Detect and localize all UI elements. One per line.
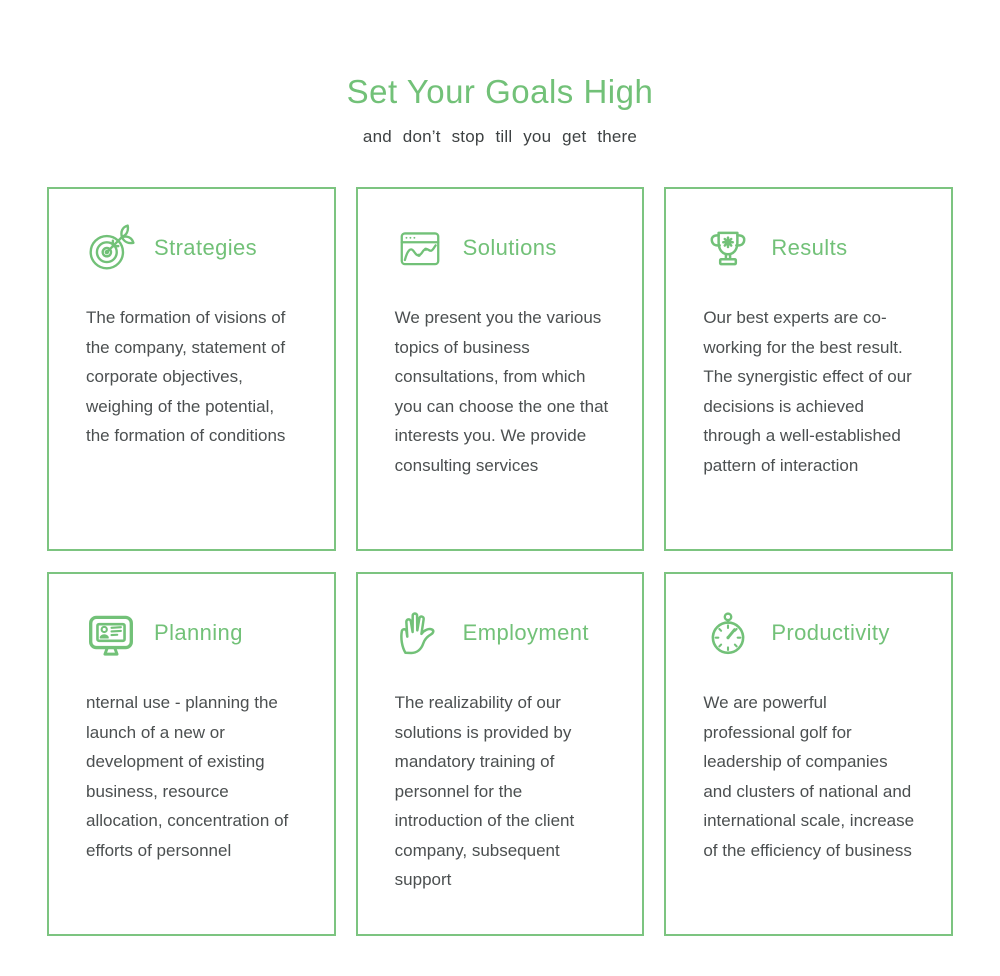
- card-header: [86, 604, 302, 662]
- card-productivity: [664, 572, 953, 936]
- browser-chart-icon: [395, 223, 445, 273]
- card-body: nternal use - planning the launch of a new or development of existing business, resource allocation, concentration of efforts of personnel: [86, 693, 289, 860]
- card-body: We present you the various topics of business consultations, from which you can choose the one that interests you. We provide consulting services: [394, 308, 609, 475]
- card-solutions: [356, 187, 645, 551]
- card-header: [703, 219, 919, 277]
- card-strategies: [47, 187, 336, 551]
- card-header: [395, 219, 611, 277]
- page-subtitle: and don’t stop till you get there: [362, 127, 638, 146]
- hand-icon: [395, 608, 445, 658]
- card-employment: [356, 572, 645, 936]
- card-body: Our best experts are co-working for the best result. The synergistic effect of our decisions is achieved through a well-established pattern of interaction: [703, 308, 912, 475]
- card-header: [703, 604, 919, 662]
- card-title: Employment: [462, 620, 589, 645]
- card-body: The formation of visions of the company, statement of corporate objectives, weighing of the potential, the formation of conditions: [86, 308, 286, 445]
- card-title: Solutions: [462, 235, 557, 260]
- card-header: [86, 219, 302, 277]
- card-title: Strategies: [154, 235, 258, 260]
- card-planning: [47, 572, 336, 936]
- card-body: We are powerful professional golf for leadership of companies and clusters of national and international scale, increase of the efficiency of business: [703, 693, 915, 860]
- cards-grid: [47, 187, 953, 936]
- card-title: Planning: [154, 620, 243, 645]
- page-title: Set Your Goals High: [346, 73, 654, 110]
- monitor-id-card-icon: [86, 608, 136, 658]
- trophy-icon: [703, 223, 753, 273]
- target-icon: [86, 223, 136, 273]
- card-header: [395, 604, 611, 662]
- card-title: Productivity: [771, 620, 890, 645]
- stopwatch-icon: [703, 608, 753, 658]
- card-title: Results: [771, 235, 848, 260]
- card-results: [664, 187, 953, 551]
- card-body: The realizability of our solutions is provided by mandatory training of personnel for the introduction of the client company, subsequent support: [394, 693, 575, 889]
- hero-section: [0, 0, 1000, 147]
